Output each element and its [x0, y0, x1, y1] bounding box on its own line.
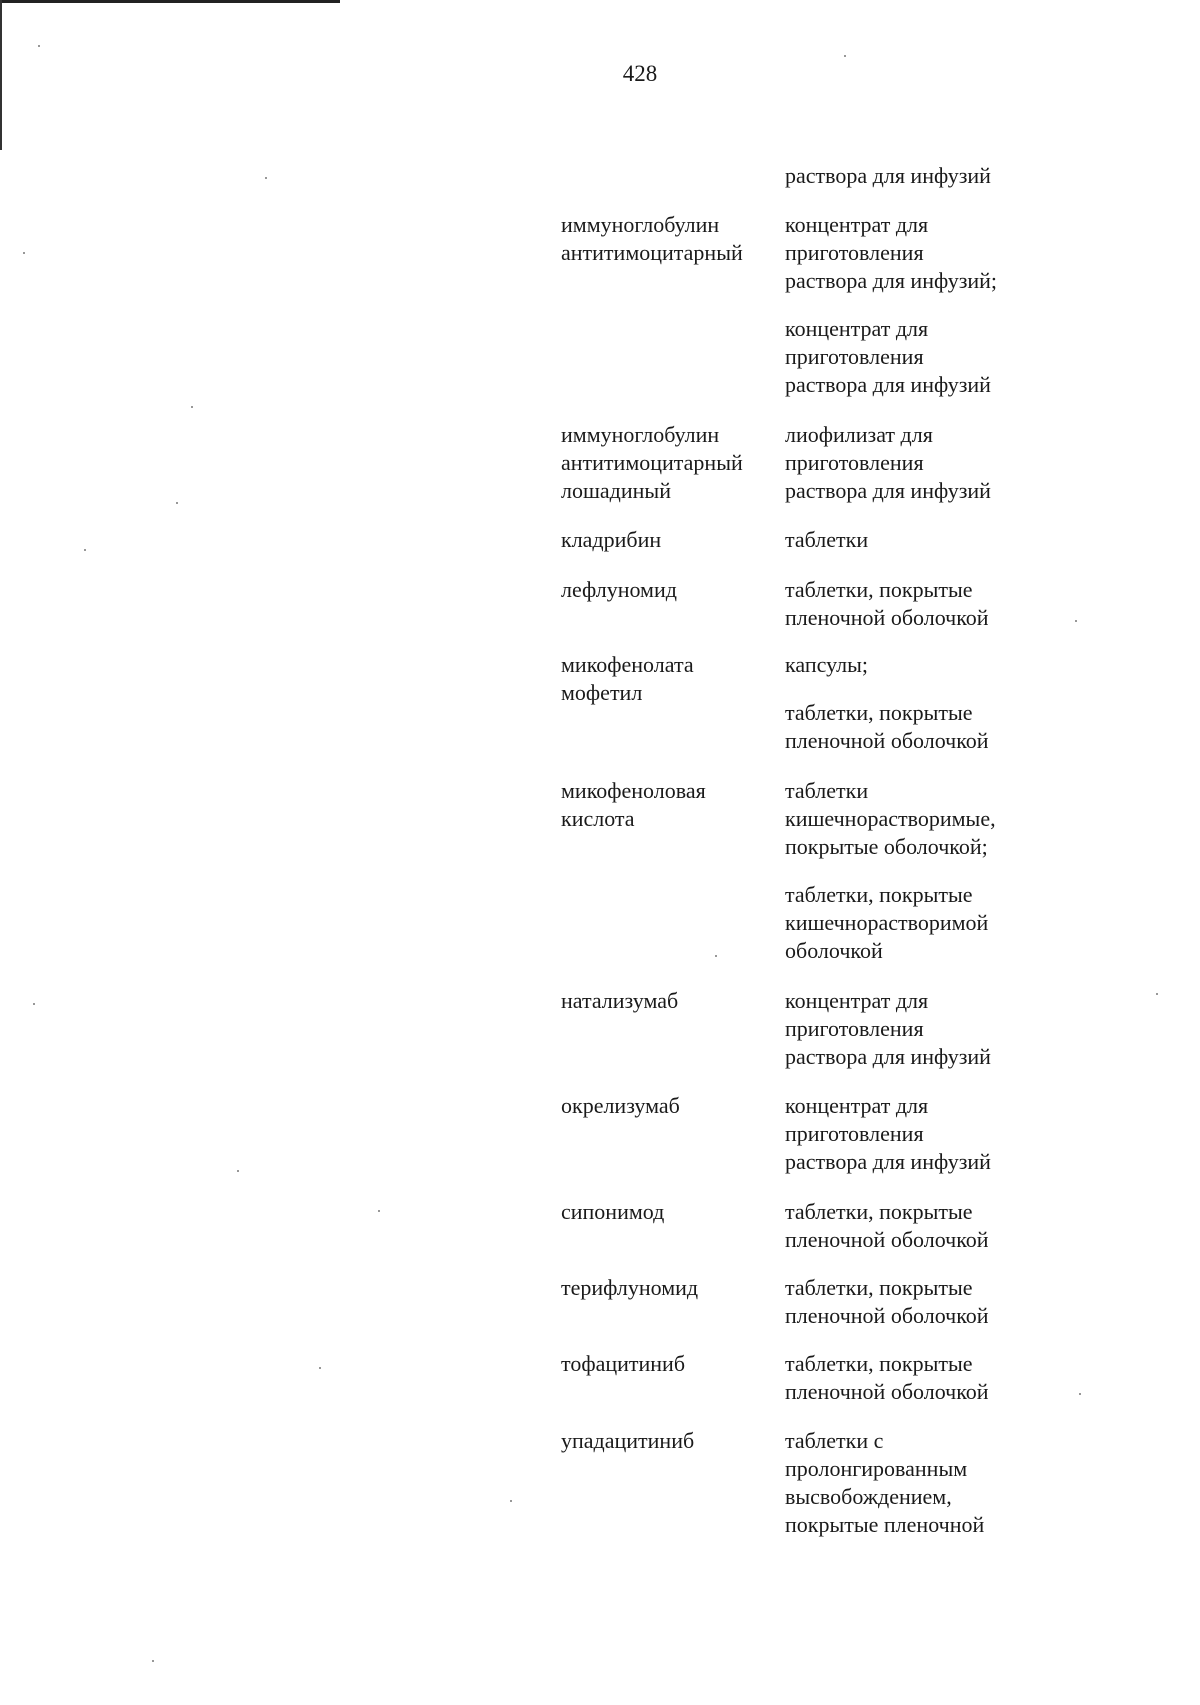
scan-speck: [1079, 1393, 1081, 1395]
scan-speck: [510, 1500, 512, 1502]
dosage-form: таблетки, покрытые пленочной оболочкой: [785, 1275, 989, 1328]
dosage-forms: [785, 987, 1165, 1091]
drug-name: иммуноглобулин антитимоцитарный лошадиный: [561, 422, 743, 503]
scan-speck: [191, 406, 193, 408]
dosage-form: таблетки, покрытые пленочной оболочкой: [785, 577, 989, 630]
drug-name: натализумаб: [561, 988, 679, 1013]
dosage-form: таблетки, покрытые кишечнорастворимой оболочкой: [785, 882, 989, 963]
dosage-form: раствора для инфузий: [785, 163, 991, 188]
scan-speck: [265, 177, 267, 179]
dosage-forms: [785, 1274, 1165, 1350]
dosage-forms: [785, 421, 1165, 525]
drug-name: микофенолата мофетил: [561, 652, 694, 705]
dosage-forms: [785, 162, 1165, 210]
dosage-form: таблетки с пролонгированным высвобождением, покрытые пленочной: [785, 1428, 985, 1537]
scan-speck: [1075, 620, 1077, 622]
scan-speck: [176, 502, 178, 504]
drug-name: кладрибин: [561, 527, 662, 552]
dosage-forms: [785, 526, 1165, 574]
scan-edge-top: [0, 0, 340, 3]
dosage-forms: [785, 651, 1165, 775]
page-number-text: 428: [622, 61, 658, 86]
scan-speck: [84, 549, 86, 551]
scan-speck: [844, 55, 846, 57]
scan-speck: [1156, 993, 1158, 995]
scan-speck: [237, 1170, 239, 1172]
scan-speck: [23, 252, 25, 254]
dosage-form: таблетки, покрытые пленочной оболочкой: [785, 1199, 989, 1252]
dosage-form: концентрат для приготовления раствора для инфузий: [785, 1093, 991, 1174]
dosage-forms: [785, 1092, 1165, 1196]
dosage-form: таблетки кишечнорастворимые, покрытые оболочкой;: [785, 778, 996, 859]
dosage-form: концентрат для приготовления раствора для инфузий;: [785, 212, 998, 293]
scan-speck: [152, 1660, 154, 1662]
dosage-forms: [785, 1427, 1165, 1559]
dosage-forms: [785, 211, 1165, 419]
scan-speck: [33, 1003, 35, 1005]
scan-speck: [319, 1367, 321, 1369]
dosage-form: концентрат для приготовления раствора для инфузий: [785, 988, 991, 1069]
dosage-form: концентрат для приготовления раствора для инфузий: [785, 316, 991, 397]
drug-name: тофацитиниб: [561, 1351, 686, 1376]
dosage-forms: [785, 1350, 1165, 1426]
dosage-form: таблетки, покрытые пленочной оболочкой: [785, 700, 989, 753]
dosage-form: таблетки, покрытые пленочной оболочкой: [785, 1351, 989, 1404]
drug-name: микофеноловая кислота: [561, 778, 706, 831]
drug-name: окрелизумаб: [561, 1093, 680, 1118]
dosage-form: капсулы;: [785, 652, 868, 677]
drug-name: терифлуномид: [561, 1275, 699, 1300]
scan-speck: [715, 955, 717, 957]
drug-name: лефлуномид: [561, 577, 677, 602]
dosage-forms: [785, 1198, 1165, 1274]
scan-speck: [38, 45, 40, 47]
drug-name: иммуноглобулин антитимоцитарный: [561, 212, 743, 265]
page-number: [0, 61, 1200, 87]
drug-name: упадацитиниб: [561, 1428, 695, 1453]
dosage-form: таблетки: [785, 527, 869, 552]
dosage-forms: [785, 576, 1165, 652]
dosage-forms: [785, 777, 1165, 985]
scan-speck: [378, 1210, 380, 1212]
dosage-form: лиофилизат для приготовления раствора для инфузий: [785, 422, 991, 503]
drug-name: сипонимод: [561, 1199, 665, 1224]
